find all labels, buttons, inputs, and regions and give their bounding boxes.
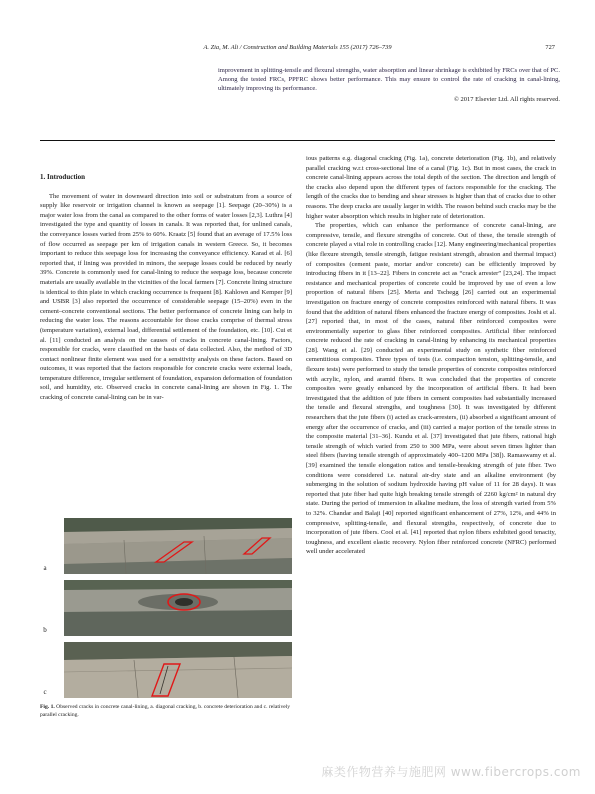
left-column — [40, 173, 292, 403]
abstract-rule — [40, 140, 555, 141]
intro-paragraph-1-continued: ious patterns e.g. diagonal cracking (Fig. 1a), concrete deterioration (Fig. 1b), and relatively parallel cracking w.r.t cross-sectional line of a canal (Fig. 1c). But in most cases, the crack in concrete canal-lining appears across the total depth of the section. The direction and length of the cracks also depend upon the different types of factors responsible for the cracking. The length of the cracks due to bending and shear stresses is higher than that of cracks due to other reasons. The deep cracks are usually larger in width. The reason behind such cracks may be the higher water absorption which results in higher rate of deterioration. — [306, 155, 556, 220]
page-number: 727 — [545, 44, 555, 51]
running-header-citation: A. Zia, M. Ali / Construction and Building Materials 155 (2017) 726–739 — [203, 44, 392, 51]
figure-panel-b — [43, 580, 292, 636]
figure-panel-a — [43, 518, 292, 574]
panel-label-c: c — [43, 688, 47, 696]
figure-1 — [40, 518, 292, 719]
panel-label-b: b — [43, 626, 47, 634]
figure-panel-c — [43, 642, 292, 698]
abstract-end-text: improvement in splitting-tensile and flexural strengths, water absorption and linear shrinkage is exhibited by FRCs over that of PC. Among the tested FRCs, PPFRC shows better performance. This may ensure to control the rate of cracking in canal-lining, ultimately improving its performance. — [218, 67, 560, 92]
panel-label-a: a — [43, 564, 47, 572]
canal-photo-concrete-deterioration — [64, 580, 292, 636]
abstract-end — [218, 67, 560, 105]
section-heading: 1. Introduction — [40, 173, 85, 181]
figure-caption — [40, 704, 292, 719]
running-header — [40, 44, 555, 51]
site-watermark: 麻类作物营养与施肥网 www.fibercrops.com — [321, 765, 581, 779]
intro-paragraph-2: The properties, which can enhance the performance of concrete canal-lining, are compressive, tensile, and flexure strengths of concrete. Out of these, the tensile strength of concrete played a vital role in controlling cracks [12]. Many engineering/mechanical properties (like flexure strength, tensile strength, fatigue resistant strength, abrasion and thermal impact) of composites (cement paste, mortar and/or concrete) can be efficiently improved by introducing fibers in it [13–22]. Fibers in concrete act as “crack arrester” [23,24]. The impact resistance and mechanical properties of concrete could be improved by use of even a low proportion of natural fibers [25]. Merta and Tschegg [26] carried out an experimental investigation on fracture energy of concrete composites reinforced with natural fibers. It was found that the addition of natural fibers enhanced the fracture energy of composites. Joshi et al. [27] reported that, in most of the cases, natural fiber reinforced composites were environmentally superior to glass fiber reinforced composites. Artificial fiber reinforced concrete reduced the rate of cracking in canal-lining by enhancing its mechanical properties [28]. Wang et al. [29] conducted an experimental study on synthetic fiber reinforced cementitious composites. Three types of tests (i.e. compaction tension, splitting-tensile, and flexure tests) were performed to study the tensile properties of concrete composites reinforced with acrylic, nylon, and aramid fibers. It was concluded that the properties of concrete composites were greatly enhanced by the incorporation of artificial fibers. It had been investigated that the addition of jute fibers in cement composites had substantially increased the tensile and flexural strengths, and toughness [30]. It was investigated by different researchers that the jute fibers (i) acted as crack-arresters, (ii) absorbed a significant amount of energy after the occurrence of cracks, and (iii) carried a major portion of the tensile stress in the composite material [31–36]. Kundu et al. [37] investigated that jute fibers, rational high tensile strength of which varied from 250 to 300 MPa, were about seven times lighter than steel fibers (having tensile strength of approximately 400–1200 MPa [38]). Ramaswamy et al. [39] examined the tensile elongation ratios and tensile-breaking strength of jute fiber. Two conditions were considered i.e. natural air-dry state and an alkaline environment (by submerging in the solution of sodium hydroxide having pH value of 11 for 28 days). It was reported that jute fiber had quite high breaking tensile strength of 2260 kg/cm² in natural dry state. During the period of immersion in alkaline medium, the loss of strength varied from 5% to 32%. Chandar and Balaji [40] reported significant enhancement of 27%, 12%, and 44% in compressive, splitting-tensile, and flexural strengths, respectively, of concrete due to incorporation of jute fibers. Cool et al. [41] reported that nylon fibers exhibited good tenacity, toughness, and excellent elastic recovery. Nylon fiber reinforced concrete (NFRC) performed well under accelerated — [306, 222, 556, 556]
figure-caption-text: Observed cracks in concrete canal-lining, a. diagonal cracking, b. concrete deterioration and c. relatively parallel cracking. — [40, 704, 291, 718]
right-column — [306, 154, 556, 557]
figure-caption-label: Fig. 1. — [40, 704, 55, 710]
intro-paragraph-1: The movement of water in downward direction into soil or substratum from a source of supply like reservoir or irrigation channel is known as seepage [1]. Seepage (20–30%) is a major water loss from the canal as compared to the other forms of water losses [2,3]. Luthra [4] investigated the type and quantity of losses in canals. It was reported that, for unlined canals, the conveyance losses varied from 25% to 60%. Kraatz [5] found that an average of 17.5% loss of flow occurred as seepage per km of irrigation canals in western Greece. So, it becomes important to reduce this seepage loss for increasing the conveyance efficiency. Karad et al. [6] reported that, if lining was provided in minors, the seepage losses could be reduced by nearly 39%. Concrete is commonly used for canal-lining to reduce the seepage loss, because concrete materials are usually available in the vicinities of the local farmers [7]. Concrete lining structure is identical to thin plate in which cracking occurrence is frequent [8]. Kahlown and Kemper [9] and USBR [3] also reported the occurrence of considerable seepage (15–20%) even in the cement–concrete conventional sections. The better performance of concrete lining can help in reducing the water loss. The reasons accountable for those cracks comprise of thermal stress (temperature variation), external load, differential settlement of the foundation, etc. [10]. Cui et al. [11] conducted an analysis on the causes of cracks in concrete canal-lining. Factors, responsible for cracks, were classified on the basis of data collected. Also, the method of 3D contact nonlinear finite element was used for a sensitivity analysis on these factors. Based on outcomes, it was reported that the factors responsible for concrete cracks were external loads, temperature difference, irregular settlement of foundation, expansion deformation of foundation soil, and humidity, etc. Observed cracks in concrete canal-lining are shown in Fig. 1. The cracking of concrete canal-lining can be in var- — [40, 192, 292, 402]
canal-photo-diagonal-cracking — [64, 518, 292, 574]
copyright-line: © 2017 Elsevier Ltd. All rights reserved. — [453, 95, 560, 103]
canal-photo-parallel-cracking — [64, 642, 292, 698]
